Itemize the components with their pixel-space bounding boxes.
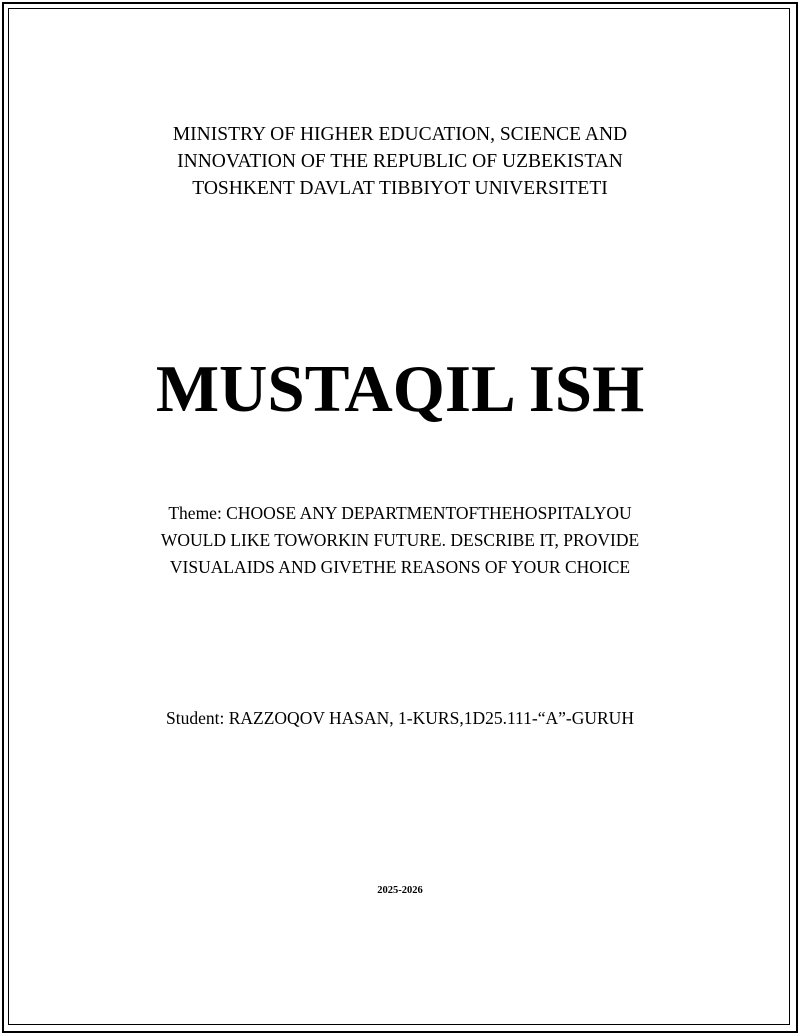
student-info: Student: RAZZOQOV HASAN, 1-KURS,1D25.111-“A”-GURUH bbox=[166, 708, 634, 728]
document-title: MUSTAQIL ISH bbox=[155, 352, 645, 426]
institution-header bbox=[0, 121, 800, 202]
theme-line-2: WOULD LIKE TOWORKIN FUTURE. DESCRIBE IT, PROVIDE bbox=[160, 530, 640, 550]
header-line-3: TOSHKENT DAVLAT TIBBIYOT UNIVERSITETI bbox=[192, 178, 608, 199]
header-line-2: INNOVATION OF THE REPUBLIC OF UZBEKISTAN bbox=[177, 151, 623, 172]
theme-line-3: VISUALAIDS AND GIVETHE REASONS OF YOUR CHOICE bbox=[169, 557, 631, 577]
header-line-1: MINISTRY OF HIGHER EDUCATION, SCIENCE AND bbox=[172, 124, 628, 145]
academic-year: 2025-2026 bbox=[377, 885, 423, 896]
theme-line-1: Theme: CHOOSE ANY DEPARTMENTOFTHEHOSPITALYOU bbox=[168, 503, 632, 523]
theme-block bbox=[0, 500, 800, 581]
